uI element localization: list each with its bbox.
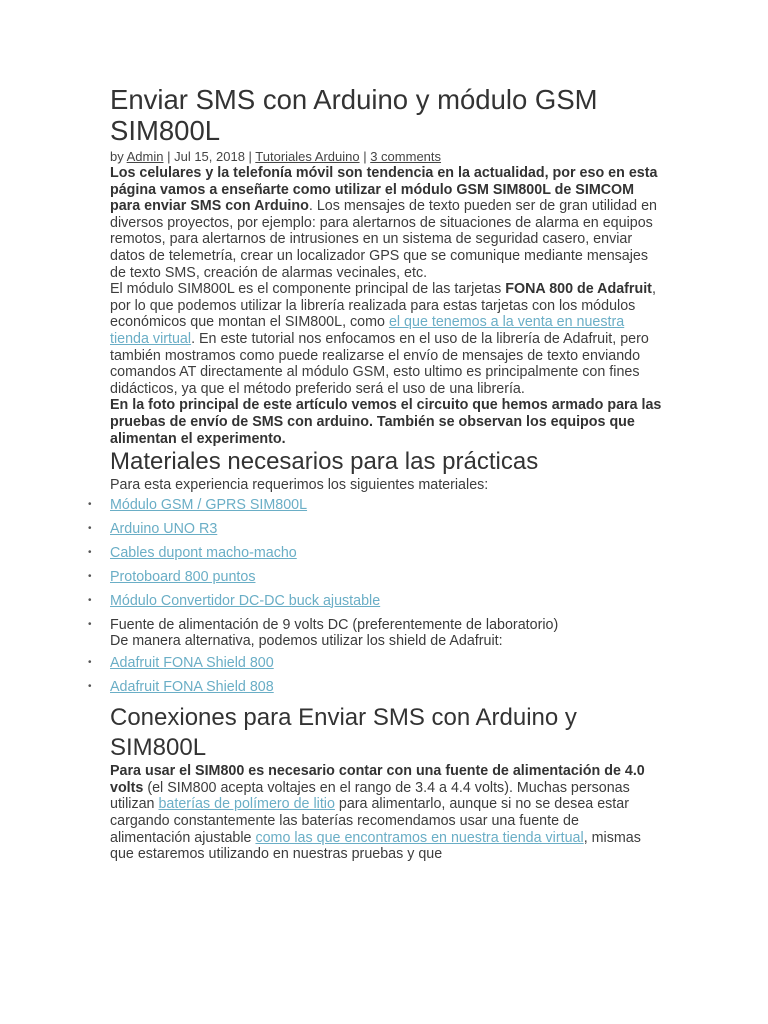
connections-heading: Conexiones para Enviar SMS con Arduino y SIM800L <box>110 704 577 762</box>
connections-bold: Para usar el SIM800 es necesario contar con una fuente de alimentación de 4.0 volts <box>110 763 645 796</box>
power-supply-store-link[interactable]: como las que encontramos en nuestra tienda virtual <box>255 829 584 846</box>
material-link-cables[interactable]: Cables dupont macho-macho <box>110 544 297 561</box>
article-body <box>88 84 662 863</box>
list-item <box>88 544 662 569</box>
shield-link-800[interactable]: Adafruit FONA Shield 800 <box>110 655 274 672</box>
material-power-supply: Fuente de alimentación de 9 volts DC (preferentemente de laboratorio) <box>110 616 559 633</box>
meta-by: by <box>110 149 127 164</box>
intro-bold: Los celulares y la telefonía móvil son tendencia en la actualidad, por eso en esta página vamos a enseñarte como utilizar el módulo GSM SIM800L de SIMCOM para enviar SMS con Arduino <box>110 165 658 215</box>
fona-text-2: , por lo que podemos utilizar la librería realizada para estas tarjetas con los módulos económicos que montan el SIM800L, como <box>110 281 656 331</box>
fona-bold: FONA 800 de Adafruit <box>505 281 652 298</box>
intro-text: . Los mensajes de texto pueden ser de gran utilidad en diversos proyectos, por ejemplo: para alertarnos de situaciones de alarma en equipos remotos, para alertarnos de intrusiones en un sistema de seguridad casero, enviar datos de telemetría, crear un localizador GPS que se comunique mediante mensajes de texto SMS, creación de alarmas vecinales, etc. <box>110 198 657 281</box>
list-item <box>88 655 662 679</box>
photo-note-paragraph <box>110 397 662 447</box>
bullet: • <box>88 594 92 606</box>
store-link[interactable]: el que tenemos a la venta en nuestra tienda virtual <box>110 314 625 347</box>
author-link[interactable]: Admin <box>126 149 164 164</box>
bullet: • <box>88 498 92 510</box>
materials-list <box>88 496 662 704</box>
fona-text-1: El módulo SIM800L es el componente principal de las tarjetas <box>110 281 506 298</box>
material-link-protoboard[interactable]: Protoboard 800 puntos <box>110 568 256 585</box>
category-link[interactable]: Tutoriales Arduino <box>255 149 360 164</box>
list-item <box>88 616 662 634</box>
connections-paragraph <box>110 763 662 863</box>
intro-paragraph <box>110 165 662 281</box>
meta-separator: | <box>359 149 371 164</box>
bullet: • <box>88 570 92 582</box>
shield-link-808[interactable]: Adafruit FONA Shield 808 <box>110 679 274 696</box>
materials-alt-text: De manera alternativa, podemos utilizar los shield de Adafruit: <box>110 633 503 650</box>
materials-intro: Para esta experiencia requerimos los siguientes materiales: <box>110 477 489 494</box>
list-item <box>88 520 662 545</box>
material-link-sim800l[interactable]: Módulo GSM / GPRS SIM800L <box>110 496 308 513</box>
material-link-converter[interactable]: Módulo Convertidor DC-DC buck ajustable <box>110 592 381 609</box>
list-item <box>88 496 662 521</box>
bullet: • <box>88 522 92 534</box>
bullet: • <box>88 657 92 669</box>
fona-text-3: . En este tutorial nos enfocamos en el uso de la librería de Adafruit, pero también mostramos como puede realizarse el envío de mensajes de texto enviando comandos AT directamente al módulo GSM, esto ultimo es principalmente con fines didácticos, ya que el método preferido será el uso de una librería. <box>110 330 649 397</box>
materials-heading: Materiales necesarios para las prácticas <box>110 448 539 476</box>
list-item-continuation <box>110 633 662 655</box>
bullet: • <box>88 618 92 630</box>
connections-text-3: , mismas que estaremos utilizando en nuestras pruebas y que <box>110 829 641 863</box>
photo-note-bold: En la foto principal de este artículo vemos el circuito que hemos armado para las pruebas de envío de SMS con arduino. También se observan los equipos que alimentan el experimento. <box>110 397 662 447</box>
article-title: Enviar SMS con Arduino y módulo GSM SIM800L <box>110 84 598 146</box>
bullet: • <box>88 681 92 693</box>
list-item <box>88 679 662 703</box>
comments-link[interactable]: 3 comments <box>370 149 442 164</box>
connections-text-1: (el SIM800 acepta voltajes en el rango de 3.4 a 4.4 volts). Muchas personas utilizan <box>110 779 630 813</box>
meta-date: | Jul 15, 2018 | <box>163 149 256 164</box>
battery-link[interactable]: baterías de polímero de litio <box>158 796 335 813</box>
fona-paragraph <box>110 281 662 397</box>
bullet: • <box>88 546 92 558</box>
material-link-arduino[interactable]: Arduino UNO R3 <box>110 520 218 537</box>
list-item <box>88 592 662 617</box>
list-item <box>88 568 662 593</box>
post-meta <box>110 149 662 165</box>
connections-text-2: para alimentarlo, aunque si no se desea estar cargando constantemente las baterías recomendamos usar una fuente de alimentación ajustable <box>110 796 629 846</box>
